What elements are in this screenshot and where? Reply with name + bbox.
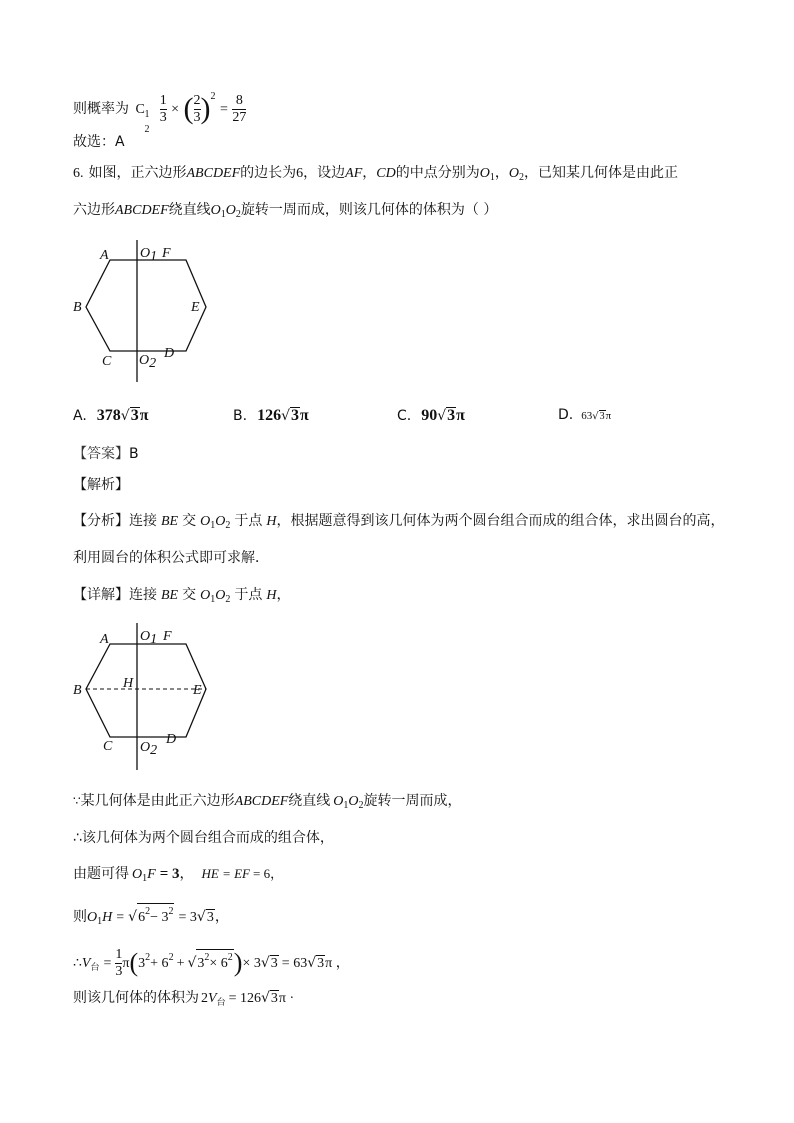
fraction-result: $\frac{8}{27}$ (232, 92, 247, 125)
label-o2-2: O2 (140, 740, 158, 758)
label-e-2: E (193, 683, 202, 698)
question-line-1: 6. 如图，正六边形ABCDEF的边长为6，设边AF，CD的中点分别为$O_1$，$O_2$，已知某几何体是由此正 (73, 165, 678, 183)
hexagon-figure-1 (70, 237, 210, 385)
hexagon-shape (86, 260, 206, 351)
label-b: B (73, 300, 82, 315)
label-a: A (100, 248, 109, 263)
hexagon-figure-2 (70, 620, 210, 772)
question-line-2: 六边形ABCDEF绕直线$O_1O_2$旋转一周而成，则该几何体的体积为（ ） (73, 202, 498, 220)
fraction-two-thirds: $\frac{2}{3}$ (193, 92, 201, 125)
label-c: C (102, 354, 112, 369)
detail-line: 【详解】连接 BE 交 $O_1O_2$ 于点 H， (73, 587, 291, 605)
fraction-one-third-2: $\frac{1}{3}$ (115, 946, 123, 979)
hexagon-shape-2 (86, 644, 206, 737)
step-4: 则$O_1H = √6^2- 3^2 = 3√3$， (73, 903, 229, 927)
analysis-tag: 【解析】 (73, 477, 129, 493)
since-symbol: ∵ (73, 794, 81, 808)
label-b-2: B (73, 683, 82, 698)
choice-d: D. 63√3π (558, 407, 612, 423)
label-d: D (164, 346, 175, 361)
label-o1: O1 (140, 246, 158, 264)
answer-row: 【答案】B (73, 446, 139, 462)
label-f: F (162, 246, 171, 261)
label-f-2: F (163, 629, 172, 644)
label-d-2: D (166, 732, 177, 747)
label-o1-2: O1 (140, 629, 158, 647)
step-2: ∴该几何体为两个圆台组合而成的组合体， (73, 830, 334, 846)
step-5: $\therefore V_台$ = $\frac{1}{3}$ $\pi(3^2+ 6^2 + √3^2\times 6^2)\times 3√3 = 63√3\pi$ ， (73, 946, 350, 979)
label-e: E (191, 300, 200, 315)
label-a-2: A (100, 632, 109, 647)
label-c-2: C (103, 739, 113, 754)
label-o2: O2 (139, 353, 157, 371)
choice-a: A. 378√3π (73, 407, 149, 424)
step-3: 由题可得 $O_1F = 3$， HE = EF = 6， (73, 866, 284, 884)
choice-c: C. 90√3π (397, 407, 465, 424)
probability-line: 则概率为 C 1 2 $\frac{1}{3}$ × ( $\frac{2}{3}$ )$^2$ = $\frac{8}{27}$ (73, 91, 247, 135)
step-1: ∵某几何体是由此正六边形ABCDEF绕直线 $O_1O_2$旋转一周而成， (73, 793, 462, 811)
choice-b: B. 126√3π (233, 407, 309, 424)
previous-answer: 故选：A (73, 134, 125, 150)
fenxi-line-2: 利用圆台的体积公式即可求解． (73, 550, 269, 566)
step-6: 则该几何体的体积为 $2V_台 = 126√3\pi$ · (73, 990, 295, 1008)
combination-c: C 1 2 (135, 102, 150, 135)
fenxi-line-1: 【分析】连接 BE 交 $O_1O_2$ 于点 H，根据题意得到该几何体为两个圆台组合而成的组合体，求出圆台的高， (73, 513, 725, 531)
fraction-one-third: $\frac{1}{3}$ (159, 92, 167, 125)
label-h: H (123, 676, 134, 691)
